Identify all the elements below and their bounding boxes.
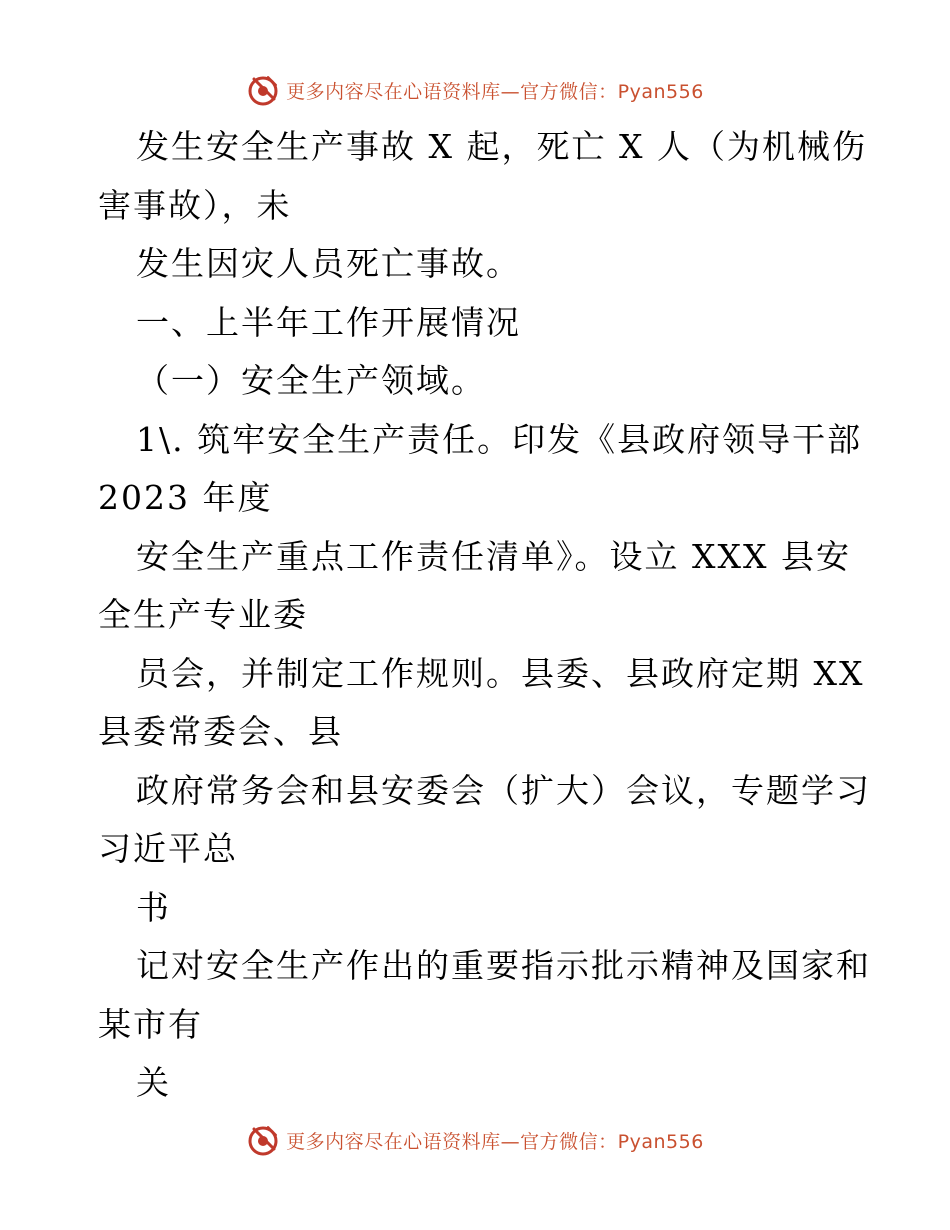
body-line: 全生产专业委 xyxy=(98,595,308,634)
body-line: 安全生产重点工作责任清单》。设立 XXX 县安 xyxy=(136,536,851,576)
footer-banner xyxy=(0,1120,950,1160)
body-line: 县委常委会、县 xyxy=(98,712,343,751)
body-line: 某市有 xyxy=(98,1004,203,1044)
header-banner-text: 更多内容尽在心语资料库—官方微信：Pyan556 xyxy=(286,80,704,103)
logo-icon xyxy=(246,73,280,107)
subsection-heading: （一）安全生产领域。 xyxy=(136,361,486,400)
body-line: 2023 年度 xyxy=(98,478,273,517)
body-line: 害事故），未 xyxy=(98,185,292,225)
body-line: 员会，并制定工作规则。县委、县政府定期 XX xyxy=(136,653,865,693)
body-line: 关 xyxy=(136,1063,171,1102)
header-banner xyxy=(0,70,950,110)
footer-banner-text: 更多内容尽在心语资料库—官方微信：Pyan556 xyxy=(286,1130,704,1153)
document-body xyxy=(98,118,871,1113)
body-line: 习近平总 xyxy=(98,829,238,868)
body-line: 1\. 筑牢安全生产责任。印发《县政府领导干部 xyxy=(136,419,863,459)
body-line: 政府常务会和县安委会（扩大）会议，专题学习 xyxy=(136,770,871,810)
body-line: 书 xyxy=(136,887,171,927)
body-line: 记对安全生产作出的重要指示批示精神及国家和 xyxy=(136,946,871,985)
logo-icon xyxy=(246,1123,280,1157)
section-heading: 一、上半年工作开展情况 xyxy=(136,302,521,342)
body-line: 发生因灾人员死亡事故。 xyxy=(136,244,521,283)
body-line: 发生安全生产事故 X 起，死亡 X 人（为机械伤 xyxy=(136,127,867,166)
